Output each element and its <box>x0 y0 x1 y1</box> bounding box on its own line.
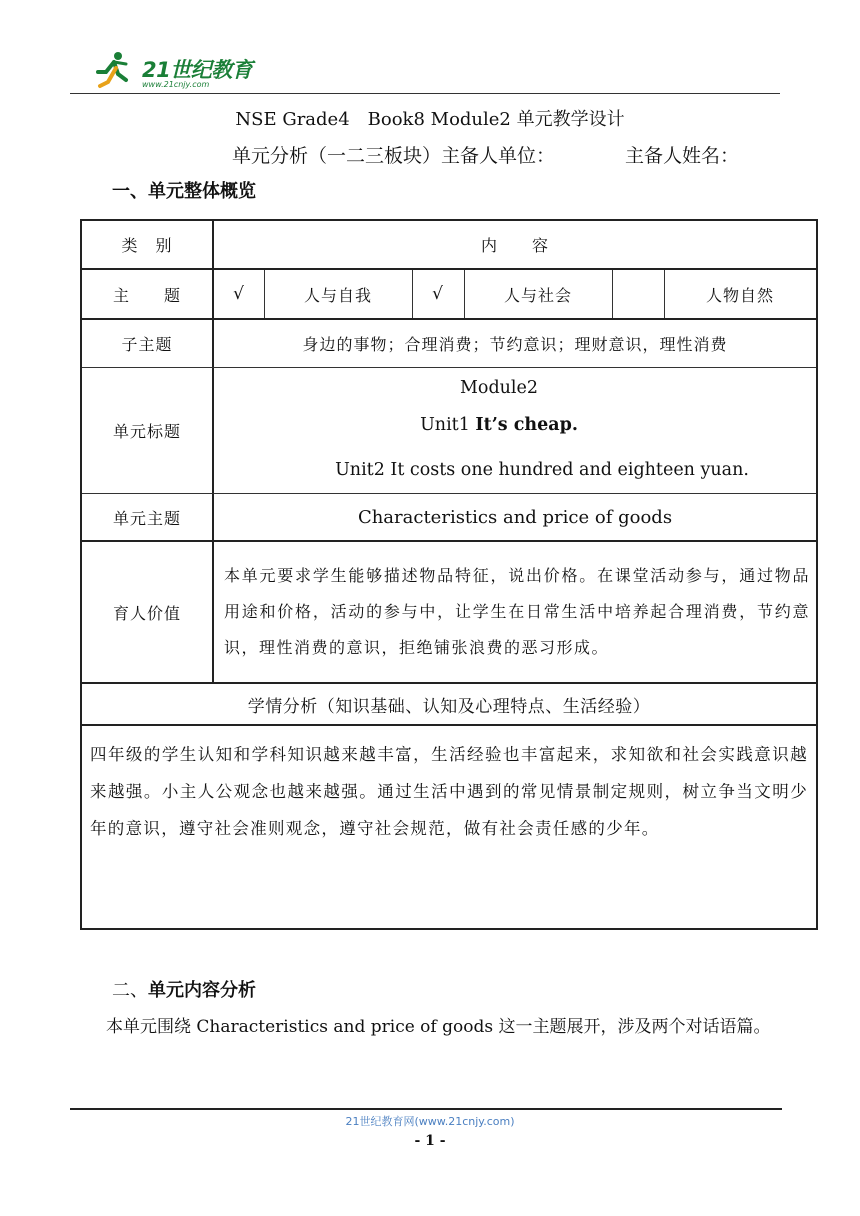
document-subtitle <box>232 141 739 168</box>
theme-option-3: 人物自然 <box>705 285 774 305</box>
runner-logo-icon <box>92 50 138 90</box>
learner-analysis-row <box>82 726 816 928</box>
body-paragraph: 本单元围绕 Characteristics and price of goods 这一主题展开，涉及两个对话语篇。 <box>106 1017 771 1037</box>
unit1-title: It’s cheap. <box>475 415 578 435</box>
overview-table <box>80 219 818 930</box>
footer-link[interactable]: 21世纪教育网(www.21cnjy.com) <box>345 1115 515 1128</box>
unit-title-value <box>214 368 816 493</box>
subtitle-name: 主备人姓名： <box>625 145 740 167</box>
header-category: 类 别 <box>82 221 214 268</box>
theme-check-1: √ <box>233 284 245 304</box>
learner-heading: 学情分析（知识基础、认知及心理特点、生活经验） <box>247 696 651 717</box>
unit-topic-row <box>82 494 816 542</box>
footer-divider <box>70 1108 782 1110</box>
education-value-row <box>82 542 816 684</box>
theme-check-3 <box>612 270 664 318</box>
unit1-prefix: Unit1 <box>420 415 476 435</box>
theme-check-2: √ <box>432 284 444 304</box>
unit-topic-label: 单元主题 <box>82 494 214 540</box>
section-heading-overview: 一、单元整体概览 <box>112 181 256 202</box>
section2-title: 单元内容分析 <box>148 980 256 1001</box>
theme-label: 主 题 <box>82 270 214 318</box>
theme-option-1: 人与自我 <box>303 285 372 305</box>
unit-title-label: 单元标题 <box>82 368 214 493</box>
header-content: 内 容 <box>480 236 549 255</box>
unit-title-unit1 <box>214 415 784 435</box>
theme-option-2: 人与社会 <box>503 285 572 305</box>
table-header-row <box>82 221 816 270</box>
education-value-text <box>214 542 816 682</box>
logo-url: www.21cnjy.com <box>142 80 210 89</box>
unit-title-module: Module2 <box>459 378 538 398</box>
subtheme-row <box>82 320 816 368</box>
theme-row <box>82 270 816 320</box>
learner-analysis-text: 四年级的学生认知和学科知识越来越丰富，生活经验也丰富起来，求知欲和社会实践意识越来越强。小主人公观念也越来越强。通过生活中遇到的常见情景制定规则，树立争当文明少年的意识，遵守社会准则观念，遵守社会规范，做有社会责任感的少年。 <box>90 745 808 838</box>
page-number: - 1 - <box>414 1133 446 1149</box>
subtheme-value: 身边的事物；合理消费；节约意识；理财意识，理性消费 <box>302 335 728 354</box>
document-title: NSE Grade4 Book8 Module2 单元教学设计 <box>235 109 625 130</box>
site-logo <box>92 50 262 92</box>
education-paragraph: 本单元要求学生能够描述物品特征，说出价格。在课堂活动参与，通过物品用途和价格，活动的参与中，让学生在日常生活中培养起合理消费，节约意识，理性消费的意识，拒绝铺张浪费的恶习形成。 <box>224 566 810 657</box>
unit-topic-value: Characteristics and price of goods <box>357 506 673 528</box>
learner-heading-row <box>82 684 816 726</box>
education-value-label: 育人价值 <box>82 542 214 682</box>
unit-title-unit2: Unit2 It costs one hundred and eighteen yuan. <box>335 460 749 480</box>
logo-text: 21世纪教育 <box>142 58 253 82</box>
subtitle-unit: 单元分析（一二三板块）主备人单位： <box>232 145 556 167</box>
subtheme-label: 子主题 <box>82 320 214 367</box>
section2-prefix: 二、 <box>112 980 148 1001</box>
section-heading-content-analysis <box>112 976 256 1002</box>
header-divider <box>70 93 780 94</box>
unit-title-row <box>82 368 816 494</box>
